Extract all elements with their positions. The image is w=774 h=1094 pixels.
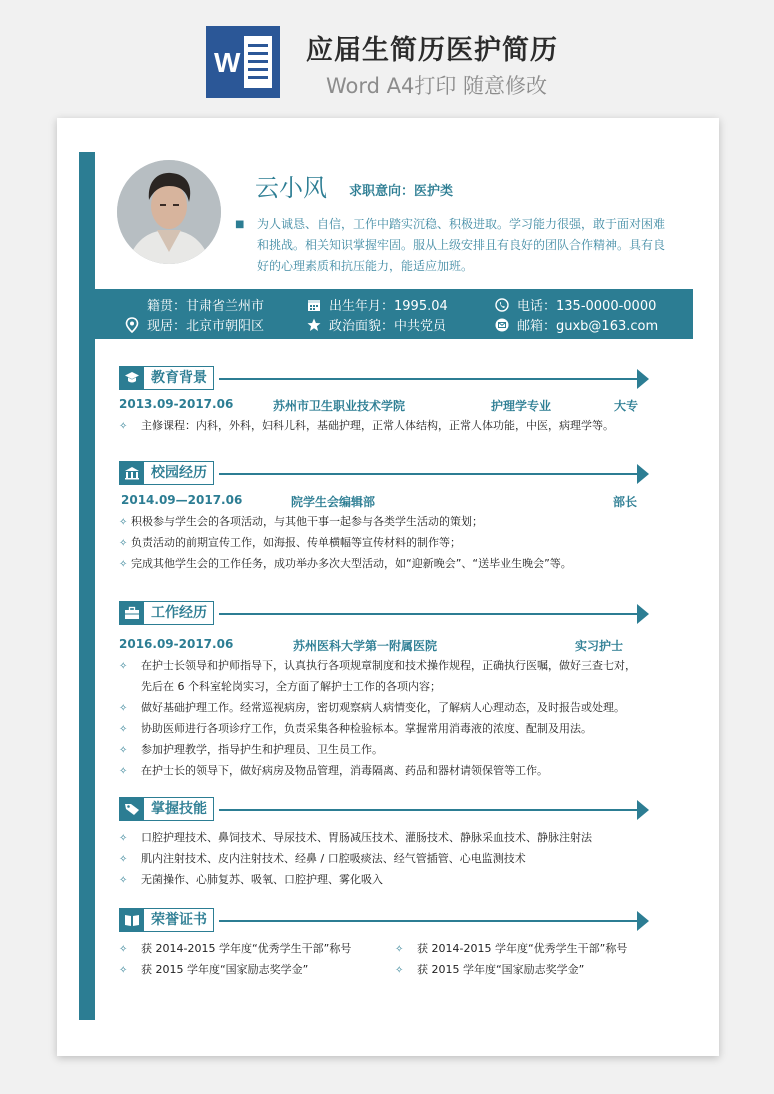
info-politics-text: 政治面貌：中共党员 (329, 319, 447, 334)
education-period: 2013.09-2017.06 (119, 397, 234, 411)
education-major: 护理学专业 (491, 399, 552, 413)
diamond-bullet-icon: ✧ (119, 421, 128, 432)
section-title: 荣誉证书 (151, 912, 207, 928)
calendar-icon (307, 298, 321, 312)
diamond-bullet-icon: ✧ (119, 944, 128, 955)
info-birth-text: 出生年月：1995.04 (329, 299, 448, 314)
diamond-bullet-icon: ✧ (119, 833, 128, 844)
education-level: 大专 (614, 399, 639, 413)
info-birth (307, 295, 448, 314)
work-org: 苏州医科大学第一附属医院 (293, 639, 438, 653)
section-campus-header (119, 461, 649, 487)
summary-text: 为人诚恳、自信，工作中踏实沉稳、积极进取。学习能力很强，敢于面对困难和挑战。相关知识掌握牢固。服从上级安排且有良好的团队合作精神。具有良好的心理素质和抗压能力，能适应加班。 (257, 217, 666, 273)
diamond-bullet-icon: ✧ (119, 661, 128, 672)
list-item: ✧ 完成其他学生会的工作任务，成功举办多次大型活动，如“迎新晚会”、“送毕业生晚会”等。 (119, 556, 572, 573)
section-line (219, 809, 637, 811)
diamond-bullet-icon: ✧ (119, 875, 128, 886)
graduation-cap-icon (124, 371, 140, 385)
svg-text:W: W (214, 47, 241, 78)
avatar (117, 160, 221, 264)
diamond-bullet-icon: ✧ (119, 559, 128, 570)
briefcase-icon (124, 606, 140, 620)
info-phone (495, 295, 656, 314)
section-line (219, 473, 637, 475)
info-native (147, 295, 264, 314)
diamond-bullet-icon: ✧ (395, 944, 404, 955)
location-icon (125, 317, 139, 333)
square-bullet-icon: ■ (235, 219, 245, 230)
diamond-bullet-icon: ✧ (119, 724, 128, 735)
email-icon (495, 318, 509, 332)
diamond-bullet-icon: ✧ (119, 745, 128, 756)
info-politics (307, 315, 446, 334)
tag-icon (124, 802, 140, 816)
section-tag (119, 601, 214, 625)
phone-icon (495, 298, 509, 312)
list-item: ✧ 参加护理教学，指导护生和护理员、卫生员工作。 (119, 742, 383, 759)
building-icon (124, 466, 140, 480)
list-item: ✧ 获 2015 学年度“国家励志奖学金” (395, 962, 584, 979)
diamond-bullet-icon: ✧ (119, 854, 128, 865)
arrow-right-icon (637, 604, 649, 624)
list-item: ✧ 获 2014-2015 学年度“优秀学生干部”称号 (119, 941, 351, 958)
resume-page (57, 118, 719, 1056)
info-native-text: 籍贯：甘肃省兰州市 (147, 299, 265, 314)
diamond-bullet-icon: ✧ (119, 538, 128, 549)
list-item: ✧ 无菌操作、心肺复苏、吸氧、口腔护理、雾化吸入 (119, 872, 383, 889)
section-tag (119, 461, 214, 485)
info-phone-text: 电话：135-0000-0000 (517, 299, 657, 314)
section-education-header (119, 366, 649, 392)
list-item: ✧ 负责活动的前期宣传工作，如海报、传单横幅等宣传材料的制作等； (119, 535, 461, 552)
list-item: ✧ 在护士长领导和护师指导下，认真执行各项规章制度和技术操作规程，正确执行医嘱，做好三查七对， (119, 658, 636, 675)
section-title: 校园经历 (151, 465, 207, 481)
info-residence (125, 315, 264, 334)
arrow-right-icon (637, 464, 649, 484)
diamond-bullet-icon: ✧ (119, 703, 128, 714)
list-item: ✧ 积极参与学生会的各项活动，与其他干事一起参与各类学生活动的策划； (119, 514, 483, 531)
list-item-continued: 先后在 6 个科室轮岗实习，全方面了解护士工作的各项内容； (141, 680, 441, 693)
diamond-bullet-icon: ✧ (119, 517, 128, 528)
section-line (219, 920, 637, 922)
self-summary (235, 214, 671, 277)
list-item: ✧ 肌内注射技术、皮内注射技术、经鼻 / 口腔吸痰法、经气管插管、心电监测技术 (119, 851, 526, 868)
work-period: 2016.09-2017.06 (119, 637, 234, 651)
info-band (95, 289, 693, 339)
list-item: ✧ 协助医师进行各项诊疗工作，负责采集各种检验标本。掌握常用消毒液的浓度、配制及用法。 (119, 721, 592, 738)
info-email-text: 邮箱：guxb@163.com (517, 319, 659, 334)
info-residence-text: 现居：北京市朝阳区 (147, 319, 265, 334)
campus-period: 2014.09—2017.06 (121, 493, 243, 507)
section-work-header (119, 601, 649, 627)
section-honors-header (119, 908, 649, 934)
section-title: 工作经历 (151, 605, 207, 621)
diamond-bullet-icon: ✧ (119, 766, 128, 777)
list-item: ✧ 做好基础护理工作。经常巡视病房，密切观察病人病情变化，了解病人心理动态，及时报告或处理。 (119, 700, 625, 717)
section-tag (119, 908, 214, 932)
star-icon (307, 318, 321, 332)
info-email (495, 315, 658, 334)
education-school: 苏州市卫生职业技术学院 (273, 399, 406, 413)
promo-banner (0, 0, 774, 110)
arrow-right-icon (637, 911, 649, 931)
word-icon (206, 26, 280, 98)
section-title: 掌握技能 (151, 801, 207, 817)
list-item: ✧ 获 2014-2015 学年度“优秀学生干部”称号 (395, 941, 627, 958)
section-tag (119, 797, 214, 821)
section-title: 教育背景 (151, 370, 207, 386)
section-skills-header (119, 797, 649, 823)
campus-role: 部长 (613, 495, 638, 509)
side-accent-bar (79, 152, 95, 1020)
promo-subtitle: Word A4打印 随意修改 (326, 74, 548, 98)
list-item: ✧ 主修课程：内科，外科，妇科儿科，基础护理，正常人体结构，正常人体功能，中医，病理学等。 (119, 418, 614, 435)
diamond-bullet-icon: ✧ (395, 965, 404, 976)
campus-org: 院学生会编辑部 (291, 495, 376, 509)
section-tag (119, 366, 214, 390)
job-intent: 求职意向：医护类 (349, 184, 454, 199)
arrow-right-icon (637, 369, 649, 389)
arrow-right-icon (637, 800, 649, 820)
list-item: ✧ 获 2015 学年度“国家励志奖学金” (119, 962, 308, 979)
list-item: ✧ 在护士长的领导下，做好病房及物品管理，消毒隔离、药品和器材请领保管等工作。 (119, 763, 548, 780)
candidate-name: 云小风 (255, 174, 327, 202)
promo-title: 应届生简历医护简历 (306, 35, 558, 66)
list-item: ✧ 口腔护理技术、鼻饲技术、导尿技术、胃肠减压技术、灌肠技术、静脉采血技术、静脉注射法 (119, 830, 592, 847)
section-line (219, 613, 637, 615)
diamond-bullet-icon: ✧ (119, 965, 128, 976)
book-icon (124, 913, 140, 927)
section-line (219, 378, 637, 380)
work-role: 实习护士 (575, 639, 624, 653)
